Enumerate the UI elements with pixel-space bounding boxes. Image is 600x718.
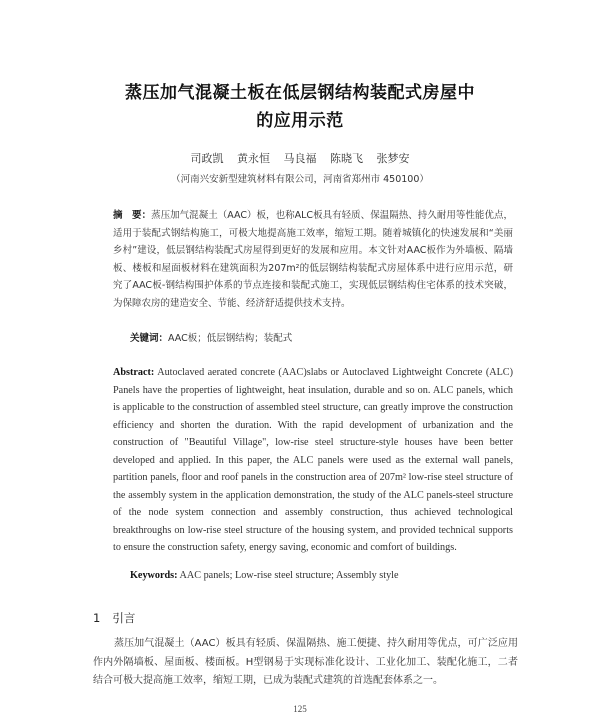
section-title: 引言 [112,611,136,625]
keywords-cn [130,330,510,344]
abstract-en-label: Abstract: [113,367,155,378]
section-number: 1 [93,611,101,625]
author-list: 司政凯 黄永恒 马良福 陈晓飞 张梦安 [190,152,410,165]
abstract-cn [113,207,513,313]
abstract-cn-label: 摘 要： [113,210,152,221]
abstract-en [113,364,513,557]
affiliation: （河南兴安新型建筑材料有限公司，河南省郑州市 450100） [171,174,429,185]
keywords-cn-text: AAC板；低层钢结构；装配式 [168,333,293,344]
keywords-en [130,570,510,581]
intro-paragraph: 蒸压加气混凝土（AAC）板具有轻质、保温隔热、施工便捷、持久耐用等优点，可广泛应用作内外隔墙板、屋面板、楼面板。H型钢易于实现标准化设计、工业化加工、装配化施工，二者结合可极大提高施工效率，缩短工期，已成为装配式建筑的首选配套体系之一。 [93,638,518,686]
keywords-en-label: Keywords: [130,570,178,581]
paper-title-line1: 蒸压加气混凝土板在低层钢结构装配式房屋中 [125,83,475,103]
abstract-en-text: Autoclaved aerated concrete (AAC)slabs or Autoclaved Lightweight Concrete (ALC) Panels have the properties of lightweight, heat insulation, durable and so on. ALC panels, which is applicable to the construction of assembled steel structure, can greatly improve the construction efficiency and shorten the duration. With the rapid development of urbanization and the construction of "Beautiful Village", low-rise steel structure-style houses have been better developed and applied. In this paper, the ALC panels were used as the external wall panels, partition panels, floor and roof panels in the construction area of 207m² low-rise steel structure of the assembly system in the application demonstration, the study of the ALC panels-steel structure of the node system connection and assembly construction, thus achieved technological breakthroughs on low-rise steel structure of the housing system, and provided technical supports to ensure the construction safety, energy saving, economic and comfort of buildings. [113,367,513,553]
keywords-en-text: AAC panels; Low-rise steel structure; Assembly style [177,570,399,581]
section-heading-intro [93,610,135,626]
paper-title-line2: 的应用示范 [256,111,344,131]
keywords-cn-label: 关键词： [130,333,169,344]
page-number: 125 [293,704,307,714]
abstract-cn-text: 蒸压加气混凝土（AAC）板，也称ALC板具有轻质、保温隔热、持久耐用等性能优点，适用于装配式钢结构施工，可极大地提高施工效率，缩短工期。随着城镇化的快速发展和“美丽乡村”建设，低层钢结构装配式房屋得到更好的发展和应用。本文针对AAC板作为外墙板、隔墙板、楼板和屋面板材料在建筑面积为207m²的低层钢结构装配式房屋体系中进行应用示范，研究了AAC板-钢结构围护体系的节点连接和装配式施工，实现低层钢结构住宅体系的技术突破，为保障农房的建造安全、节能、经济舒适提供技术支持。 [113,210,513,309]
